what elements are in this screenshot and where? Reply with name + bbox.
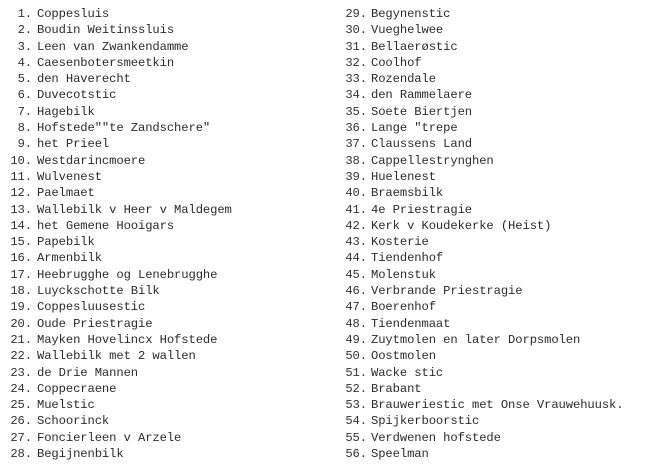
place-name: Verbrande Priestragie [371, 284, 523, 299]
place-name: Molenstuk [371, 267, 436, 282]
place-name: Huelenest [371, 169, 436, 184]
list-item [4, 250, 330, 266]
list-item [4, 316, 330, 332]
place-name: Spijkerboorstic [371, 414, 480, 429]
item-number: 3. [17, 39, 32, 54]
list-item [4, 365, 330, 381]
item-number: 5. [17, 72, 32, 87]
item-number: 10. [10, 153, 32, 168]
list-item [337, 234, 669, 250]
item-number: 42. [345, 218, 367, 233]
place-name: Duvecotstic [37, 88, 117, 103]
item-number: 41. [345, 202, 367, 217]
list-item [337, 348, 669, 364]
place-name: Luyckschotte Bilk [37, 284, 160, 299]
place-name: Wallebilk met 2 wallen [37, 349, 196, 364]
place-name: Kerk v Koudekerke (Heist) [371, 218, 552, 233]
left-column [4, 6, 330, 462]
list-item [337, 267, 669, 283]
list-item [4, 169, 330, 185]
list-item [4, 153, 330, 169]
item-number: 7. [17, 104, 32, 119]
item-number: 38. [345, 153, 367, 168]
list-item [337, 250, 669, 266]
item-number: 13. [10, 202, 32, 217]
list-item [4, 202, 330, 218]
list-item [4, 430, 330, 446]
item-number: 12. [10, 186, 32, 201]
item-number: 8. [17, 121, 32, 136]
place-name: Paelmaet [37, 186, 95, 201]
place-name: Claussens Land [371, 137, 472, 152]
item-number: 22. [10, 349, 32, 364]
list-item [337, 169, 669, 185]
item-number: 27. [10, 430, 32, 445]
list-item [337, 202, 669, 218]
place-name: Schoorinck [37, 414, 110, 429]
item-number: 39. [345, 169, 367, 184]
place-name: Wallebilk v Heer v Maldegem [37, 202, 232, 217]
list-item [4, 397, 330, 413]
list-item [4, 413, 330, 429]
item-number: 18. [10, 284, 32, 299]
item-number: 43. [345, 235, 367, 250]
item-number: 11. [10, 169, 32, 184]
place-name: Vueghelwee [371, 23, 444, 38]
list-item [337, 104, 669, 120]
list-item [4, 87, 330, 103]
item-number: 54. [345, 414, 367, 429]
list-item [4, 104, 330, 120]
list-item [337, 413, 669, 429]
place-name: Wulvenest [37, 169, 102, 184]
list-item [337, 136, 669, 152]
item-number: 19. [10, 300, 32, 315]
list-item [4, 446, 330, 462]
list-item [337, 6, 669, 22]
item-number: 14. [10, 218, 32, 233]
item-number: 47. [345, 300, 367, 315]
place-name: den Haverecht [37, 72, 131, 87]
list-item [4, 348, 330, 364]
place-name: Hagebilk [37, 104, 95, 119]
list-item [337, 397, 669, 413]
list-item [337, 218, 669, 234]
list-item [4, 267, 330, 283]
item-number: 15. [10, 235, 32, 250]
place-name: 4e Priestragie [371, 202, 472, 217]
list-item [337, 381, 669, 397]
item-number: 6. [17, 88, 32, 103]
item-number: 2. [17, 23, 32, 38]
right-column [337, 6, 669, 462]
item-number: 48. [345, 316, 367, 331]
item-number: 25. [10, 398, 32, 413]
place-name: Oostmolen [371, 349, 436, 364]
place-name: Zuytmolen en later Dorpsmolen [371, 332, 581, 347]
item-number: 31. [345, 39, 367, 54]
item-number: 4. [17, 55, 32, 70]
list-item [4, 39, 330, 55]
list-item [337, 71, 669, 87]
place-name: Speelman [371, 447, 429, 462]
list-item [4, 381, 330, 397]
place-name: Rozendale [371, 72, 436, 87]
list-item [337, 185, 669, 201]
list-item [337, 430, 669, 446]
place-name: Boerenhof [371, 300, 436, 315]
item-number: 45. [345, 267, 367, 282]
list-item [4, 55, 330, 71]
place-name: Braemsbilk [371, 186, 444, 201]
item-number: 24. [10, 381, 32, 396]
place-name: Begynenstic [371, 7, 451, 21]
item-number: 51. [345, 365, 367, 380]
place-name: het Gemene Hooigars [37, 218, 175, 233]
place-name: Lange "trepe [371, 121, 458, 136]
list-item [4, 71, 330, 87]
list-item [337, 55, 669, 71]
place-name: Brabant [371, 381, 422, 396]
item-number: 53. [345, 398, 367, 413]
item-number: 52. [345, 381, 367, 396]
item-number: 33. [345, 72, 367, 87]
place-name: Coppesluusestic [37, 300, 146, 315]
list-item [337, 332, 669, 348]
place-name: Tiendenmaat [371, 316, 451, 331]
item-number: 16. [10, 251, 32, 266]
list-item [4, 22, 330, 38]
item-number: 46. [345, 284, 367, 299]
list-item [337, 299, 669, 315]
item-number: 23. [10, 365, 32, 380]
place-name: Muelstic [37, 398, 95, 413]
list-item [337, 316, 669, 332]
list-item [4, 234, 330, 250]
list-item [337, 22, 669, 38]
place-name: Leen van Zwankendamme [37, 39, 189, 54]
list-item [4, 299, 330, 315]
list-item [337, 283, 669, 299]
item-number: 56. [345, 447, 367, 462]
place-name: Bellaerøstic [371, 39, 458, 54]
place-name: Caesenbotersmeetkin [37, 55, 175, 70]
item-number: 44. [345, 251, 367, 266]
item-number: 20. [10, 316, 32, 331]
item-number: 9. [17, 137, 32, 152]
item-number: 49. [345, 332, 367, 347]
place-name: Hofstede""te Zandschere" [37, 121, 211, 136]
place-name: Oude Priestragie [37, 316, 153, 331]
list-item [4, 218, 330, 234]
item-number: 35. [345, 104, 367, 119]
place-name: Verdwenen hofstede [371, 430, 501, 445]
list-item [337, 39, 669, 55]
place-name: Coolhof [371, 55, 422, 70]
place-name: Boudin Weitinssluis [37, 23, 175, 38]
list-item [4, 332, 330, 348]
place-name: Papebilk [37, 235, 95, 250]
list-item [4, 136, 330, 152]
place-name: Cappellestrynghen [371, 153, 494, 168]
place-name: Foncierleen v Arzele [37, 430, 182, 445]
item-number: 34. [345, 88, 367, 103]
list-item [337, 446, 669, 462]
item-number: 40. [345, 186, 367, 201]
place-name: Kosterie [371, 235, 429, 250]
place-name: Begijnenbilk [37, 447, 124, 462]
item-number: 1. [17, 7, 32, 21]
place-name: Coppesluis [37, 7, 110, 21]
place-name: Brauweriestic met Onse Vrauwehuusk. [371, 398, 624, 413]
place-name: Armenbilk [37, 251, 102, 266]
place-name: de Drie Mannen [37, 365, 138, 380]
place-name: Tiendenhof [371, 251, 444, 266]
item-number: 32. [345, 55, 367, 70]
list-item [337, 365, 669, 381]
place-name: Soete Biertjen [371, 104, 472, 119]
item-number: 50. [345, 349, 367, 364]
item-number: 28. [10, 447, 32, 462]
item-number: 26. [10, 414, 32, 429]
place-name: den Rammelaere [371, 88, 472, 103]
list-item [4, 120, 330, 136]
item-number: 30. [345, 23, 367, 38]
place-name: het Prieel [37, 137, 110, 152]
place-name: Westdarincmoere [37, 153, 146, 168]
list-item [337, 120, 669, 136]
place-name: Wacke stic [371, 365, 444, 380]
item-number: 21. [10, 332, 32, 347]
list-item [4, 185, 330, 201]
item-number: 29. [345, 7, 367, 21]
place-name: Mayken Hovelincx Hofstede [37, 332, 218, 347]
item-number: 55. [345, 430, 367, 445]
place-name: Coppecraene [37, 381, 117, 396]
place-name: Heebrugghe og Lenebrugghe [37, 267, 218, 282]
list-item [4, 6, 330, 22]
list-item [4, 283, 330, 299]
list-item [337, 153, 669, 169]
item-number: 17. [10, 267, 32, 282]
list-item [337, 87, 669, 103]
item-number: 36. [345, 121, 367, 136]
item-number: 37. [345, 137, 367, 152]
